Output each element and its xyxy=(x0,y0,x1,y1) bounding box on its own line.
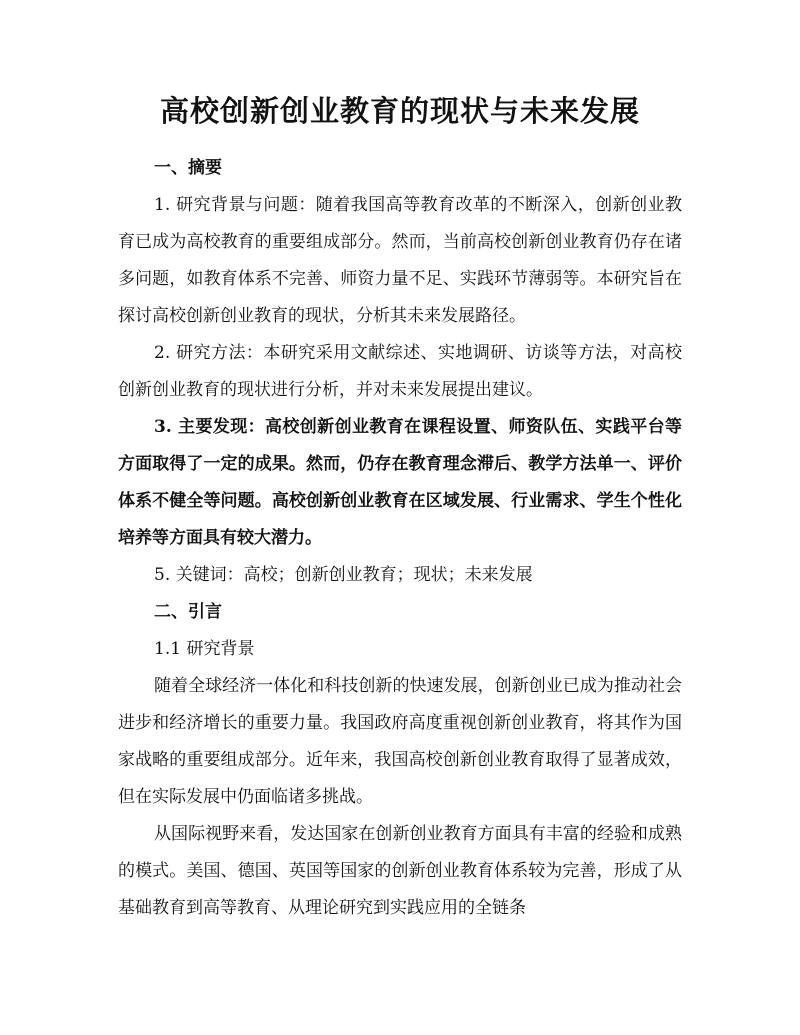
introduction-paragraph-1: 随着全球经济一体化和科技创新的快速发展，创新创业已成为推动社会进步和经济增长的重要力量。我国政府高度重视创新创业教育，将其作为国家战略的重要组成部分。近年来，我国高校创新创业教育取得了显著成效，但在实际发展中仍面临诸多挑战。 xyxy=(118,676,682,807)
research-background-subheading: 1.1 研究背景 xyxy=(154,639,255,659)
introduction-section xyxy=(118,594,682,927)
abstract-section xyxy=(118,150,682,594)
abstract-heading: 一、摘要 xyxy=(154,158,222,178)
abstract-methods-paragraph: 2. 研究方法：本研究采用文献综述、实地调研、访谈等方法，对高校创新创业教育的现状进行分析，并对未来发展提出建议。 xyxy=(118,343,682,400)
document-title: 高校创新创业教育的现状与未来发展 xyxy=(159,94,640,128)
abstract-background-paragraph: 1. 研究背景与问题：随着我国高等教育改革的不断深入，创新创业教育已成为高校教育的重要组成部分。然而，当前高校创新创业教育仍存在诸多问题，如教育体系不完善、师资力量不足、实践环节薄弱等。本研究旨在探讨高校创新创业教育的现状，分析其未来发展路径。 xyxy=(118,195,682,326)
abstract-findings-paragraph: 3. 主要发现：高校创新创业教育在课程设置、师资队伍、实践平台等方面取得了一定的成果。然而，仍存在教育理念滞后、教学方法单一、评价体系不健全等问题。高校创新创业教育在区域发展、行业需求、学生个性化培养等方面具有较大潜力。 xyxy=(118,417,682,548)
abstract-keywords-paragraph: 5. 关键词：高校；创新创业教育；现状；未来发展 xyxy=(154,565,533,585)
introduction-paragraph-2: 从国际视野来看，发达国家在创新创业教育方面具有丰富的经验和成熟的模式。美国、德国、英国等国家的创新创业教育体系较为完善，形成了从基础教育到高等教育、从理论研究到实践应用的全链条 xyxy=(118,824,682,918)
introduction-heading: 二、引言 xyxy=(154,602,222,622)
